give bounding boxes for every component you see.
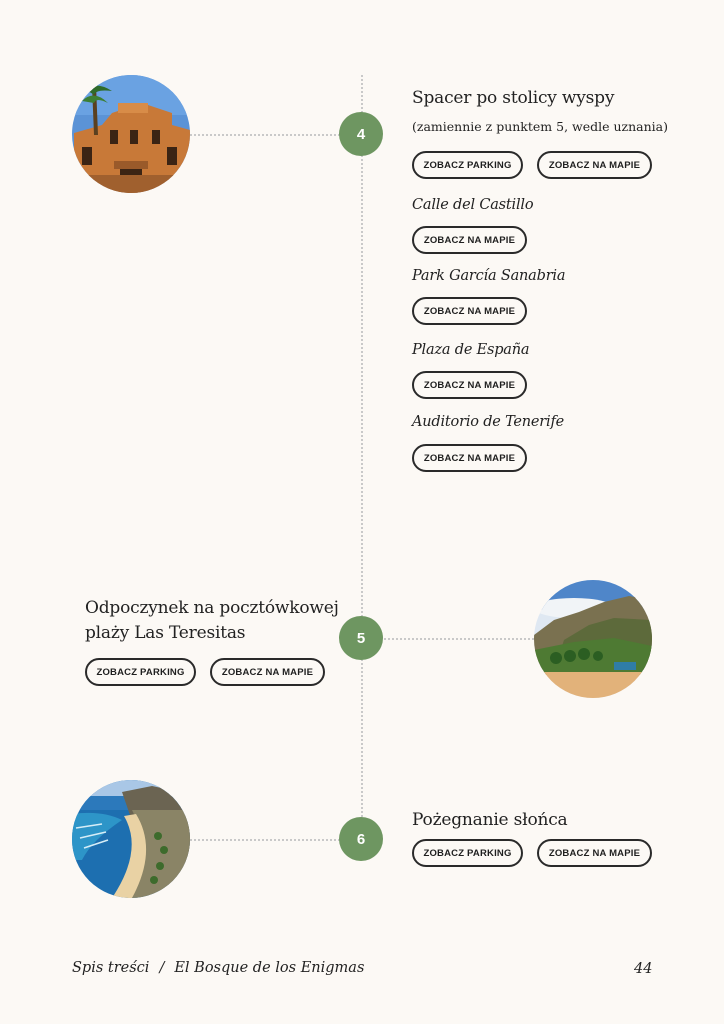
map-button[interactable]: ZOBACZ NA MAPIE [412, 226, 527, 254]
connector-line-5 [384, 638, 534, 640]
building-image [72, 75, 190, 193]
map-button[interactable]: ZOBACZ NA MAPIE [537, 151, 652, 179]
place-name: Calle del Castillo [412, 197, 534, 213]
place-name: Auditorio de Tenerife [412, 414, 565, 430]
breadcrumb-section-link[interactable]: Spis treści [72, 960, 150, 976]
page-number: 44 [634, 961, 653, 977]
map-button[interactable]: ZOBACZ NA MAPIE [210, 658, 325, 686]
stop-title-line2: plaży Las Teresitas [85, 623, 246, 643]
stop-number-badge: 5 [339, 616, 383, 660]
photo-sunset-coast [72, 780, 190, 898]
map-button[interactable]: ZOBACZ NA MAPIE [412, 297, 527, 325]
parking-button[interactable]: ZOBACZ PARKING [85, 658, 196, 686]
stop-number-badge: 4 [339, 112, 383, 156]
stop-title-line1: Odpoczynek na pocztówkowej [85, 598, 339, 618]
stop-title: Spacer po stolicy wyspy [412, 88, 615, 108]
place-name: Park García Sanabria [412, 268, 566, 284]
stop-title: Pożegnanie słońca [412, 810, 568, 830]
map-button[interactable]: ZOBACZ NA MAPIE [412, 371, 527, 399]
place-name: Plaza de España [412, 342, 530, 358]
connector-line-4 [190, 134, 340, 136]
breadcrumb-separator: / [159, 960, 165, 976]
footer-breadcrumb [72, 960, 364, 976]
parking-button[interactable]: ZOBACZ PARKING [412, 839, 523, 867]
coast-image [72, 780, 190, 898]
map-button[interactable]: ZOBACZ NA MAPIE [537, 839, 652, 867]
parking-button[interactable]: ZOBACZ PARKING [412, 151, 523, 179]
map-button[interactable]: ZOBACZ NA MAPIE [412, 444, 527, 472]
timeline-line [361, 75, 363, 857]
beach-image [534, 580, 652, 698]
breadcrumb-chapter: El Bosque de los Enigmas [174, 960, 365, 976]
stop-subtitle: (zamiennie z punktem 5, wedle uznania) [412, 119, 668, 134]
photo-santa-cruz-building [72, 75, 190, 193]
stop-number-badge: 6 [339, 817, 383, 861]
connector-line-6 [190, 839, 340, 841]
photo-las-teresitas [534, 580, 652, 698]
